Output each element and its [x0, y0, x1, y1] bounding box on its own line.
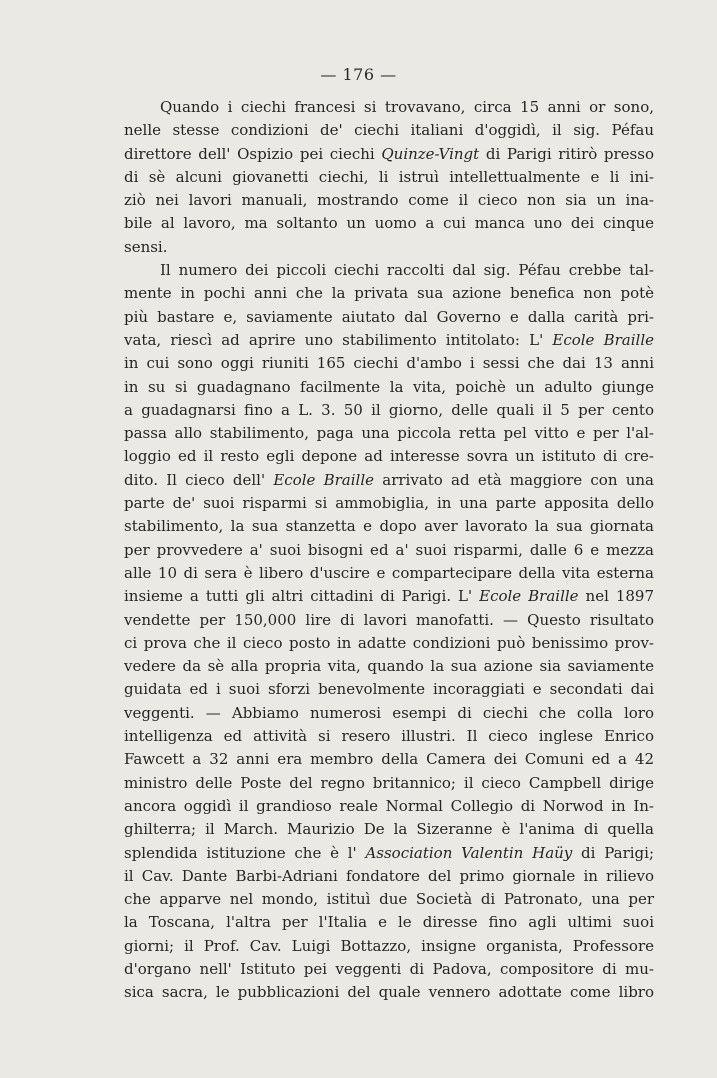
- text-line: Fawcett a 32 anni era membro della Camera dei Comuni ed a 42: [124, 750, 654, 769]
- text-line: Il numero dei piccoli ciechi raccolti dal sig. Péfau crebbe tal-: [160, 261, 654, 280]
- text-line: in su si guadagnano facilmente la vita, poichè un adulto giunge: [124, 377, 654, 396]
- text-line: alle 10 di sera è libero d'uscire e compartecipare della vita esterna: [124, 563, 654, 582]
- text-line: vedere da sè alla propria vita, quando la sua azione sia saviamente: [124, 657, 654, 676]
- text-line: intelligenza ed attività si resero illustri. Il cieco inglese Enrico: [124, 727, 654, 746]
- text-line: insieme a tutti gli altri cittadini di Parigi. L' Ecole Braille nel 1897: [124, 587, 655, 606]
- text-line: ghilterra; il March. Maurizio De la Sizeranne è l'anima di quella: [124, 820, 654, 839]
- text-line: vata, riescì ad aprire uno stabilimento intitolato: L' Ecole Braille: [124, 330, 654, 349]
- text-line: in cui sono oggi riuniti 165 ciechi d'ambo i sessi che dai 13 anni: [124, 354, 654, 373]
- text-line: veggenti. — Abbiamo numerosi esempi di ciechi che colla loro: [124, 703, 654, 722]
- text-line: dito. Il cieco dell' Ecole Braille arrivato ad età maggiore con una: [124, 470, 654, 489]
- text-line: ancora oggidì il grandioso reale Normal Collegio di Norwod in In-: [124, 796, 654, 815]
- page-number: — 176 —: [320, 65, 397, 84]
- text-line: ministro delle Poste del regno britannico; il cieco Campbell dirige: [124, 773, 654, 792]
- text-line: ci prova che il cieco posto in adatte condizioni può benissimo prov-: [124, 633, 654, 652]
- text-line: loggio ed il resto egli depone ad interesse sovra un istituto di cre-: [124, 447, 654, 466]
- body-text: [124, 96, 654, 1005]
- text-line: la Toscana, l'altra per l'Italia e le diresse fino agli ultimi suoi: [124, 913, 654, 932]
- text-line: splendida istituzione che è l' Association Valentin Haüy di Parigi;: [124, 843, 654, 862]
- text-line: più bastare e, saviamente aiutato dal Governo e dalla carità pri-: [124, 307, 654, 326]
- text-line: il Cav. Dante Barbi-Adriani fondatore del primo giornale in rilievo: [124, 866, 654, 885]
- text-line: parte de' suoi risparmi si ammobiglia, in una parte apposita dello: [124, 494, 654, 513]
- text-line: vendette per 150,000 lire di lavori manofatti. — Questo risultato: [124, 610, 654, 629]
- text-line: ziò nei lavori manuali, mostrando come il cieco non sia un ina-: [124, 191, 654, 210]
- text-line: guidata ed i suoi sforzi benevolmente incoraggiati e secondati dai: [124, 680, 654, 699]
- text-line: nelle stesse condizioni de' ciechi italiani d'oggidì, il sig. Péfau: [124, 121, 654, 140]
- text-line: per provvedere a' suoi bisogni ed a' suoi risparmi, dalle 6 e mezza: [124, 540, 654, 559]
- text-line: direttore dell' Ospizio pei ciechi Quinze-Vingt di Parigi ritirò presso: [124, 144, 654, 163]
- text-line: a guadagnarsi fino a L. 3. 50 il giorno, delle quali il 5 per cento: [124, 400, 654, 419]
- text-line: stabilimento, la sua stanzetta e dopo aver lavorato la sua giornata: [124, 517, 654, 536]
- text-line: d'organo nell' Istituto pei veggenti di Padova, compositore di mu-: [124, 959, 654, 978]
- text-line: che apparve nel mondo, istituì due Società di Patronato, una per: [124, 890, 654, 909]
- text-line: di sè alcuni giovanetti ciechi, li istruì intellettualmente e li ini-: [124, 167, 654, 186]
- text-line: passa allo stabilimento, paga una piccola retta pel vitto e per l'al-: [124, 424, 654, 443]
- text-line: sica sacra, le pubblicazioni del quale vennero adottate come libro: [124, 983, 654, 1002]
- text-line: sensi.: [124, 237, 168, 256]
- text-line: Quando i ciechi francesi si trovavano, circa 15 anni or sono,: [160, 98, 654, 116]
- text-line: mente in pochi anni che la privata sua azione benefica non potè: [124, 284, 654, 303]
- text-line: giorni; il Prof. Cav. Luigi Bottazzo, insigne organista, Professore: [124, 936, 654, 955]
- text-line: bile al lavoro, ma soltanto un uomo a cui manca uno dei cinque: [124, 214, 654, 233]
